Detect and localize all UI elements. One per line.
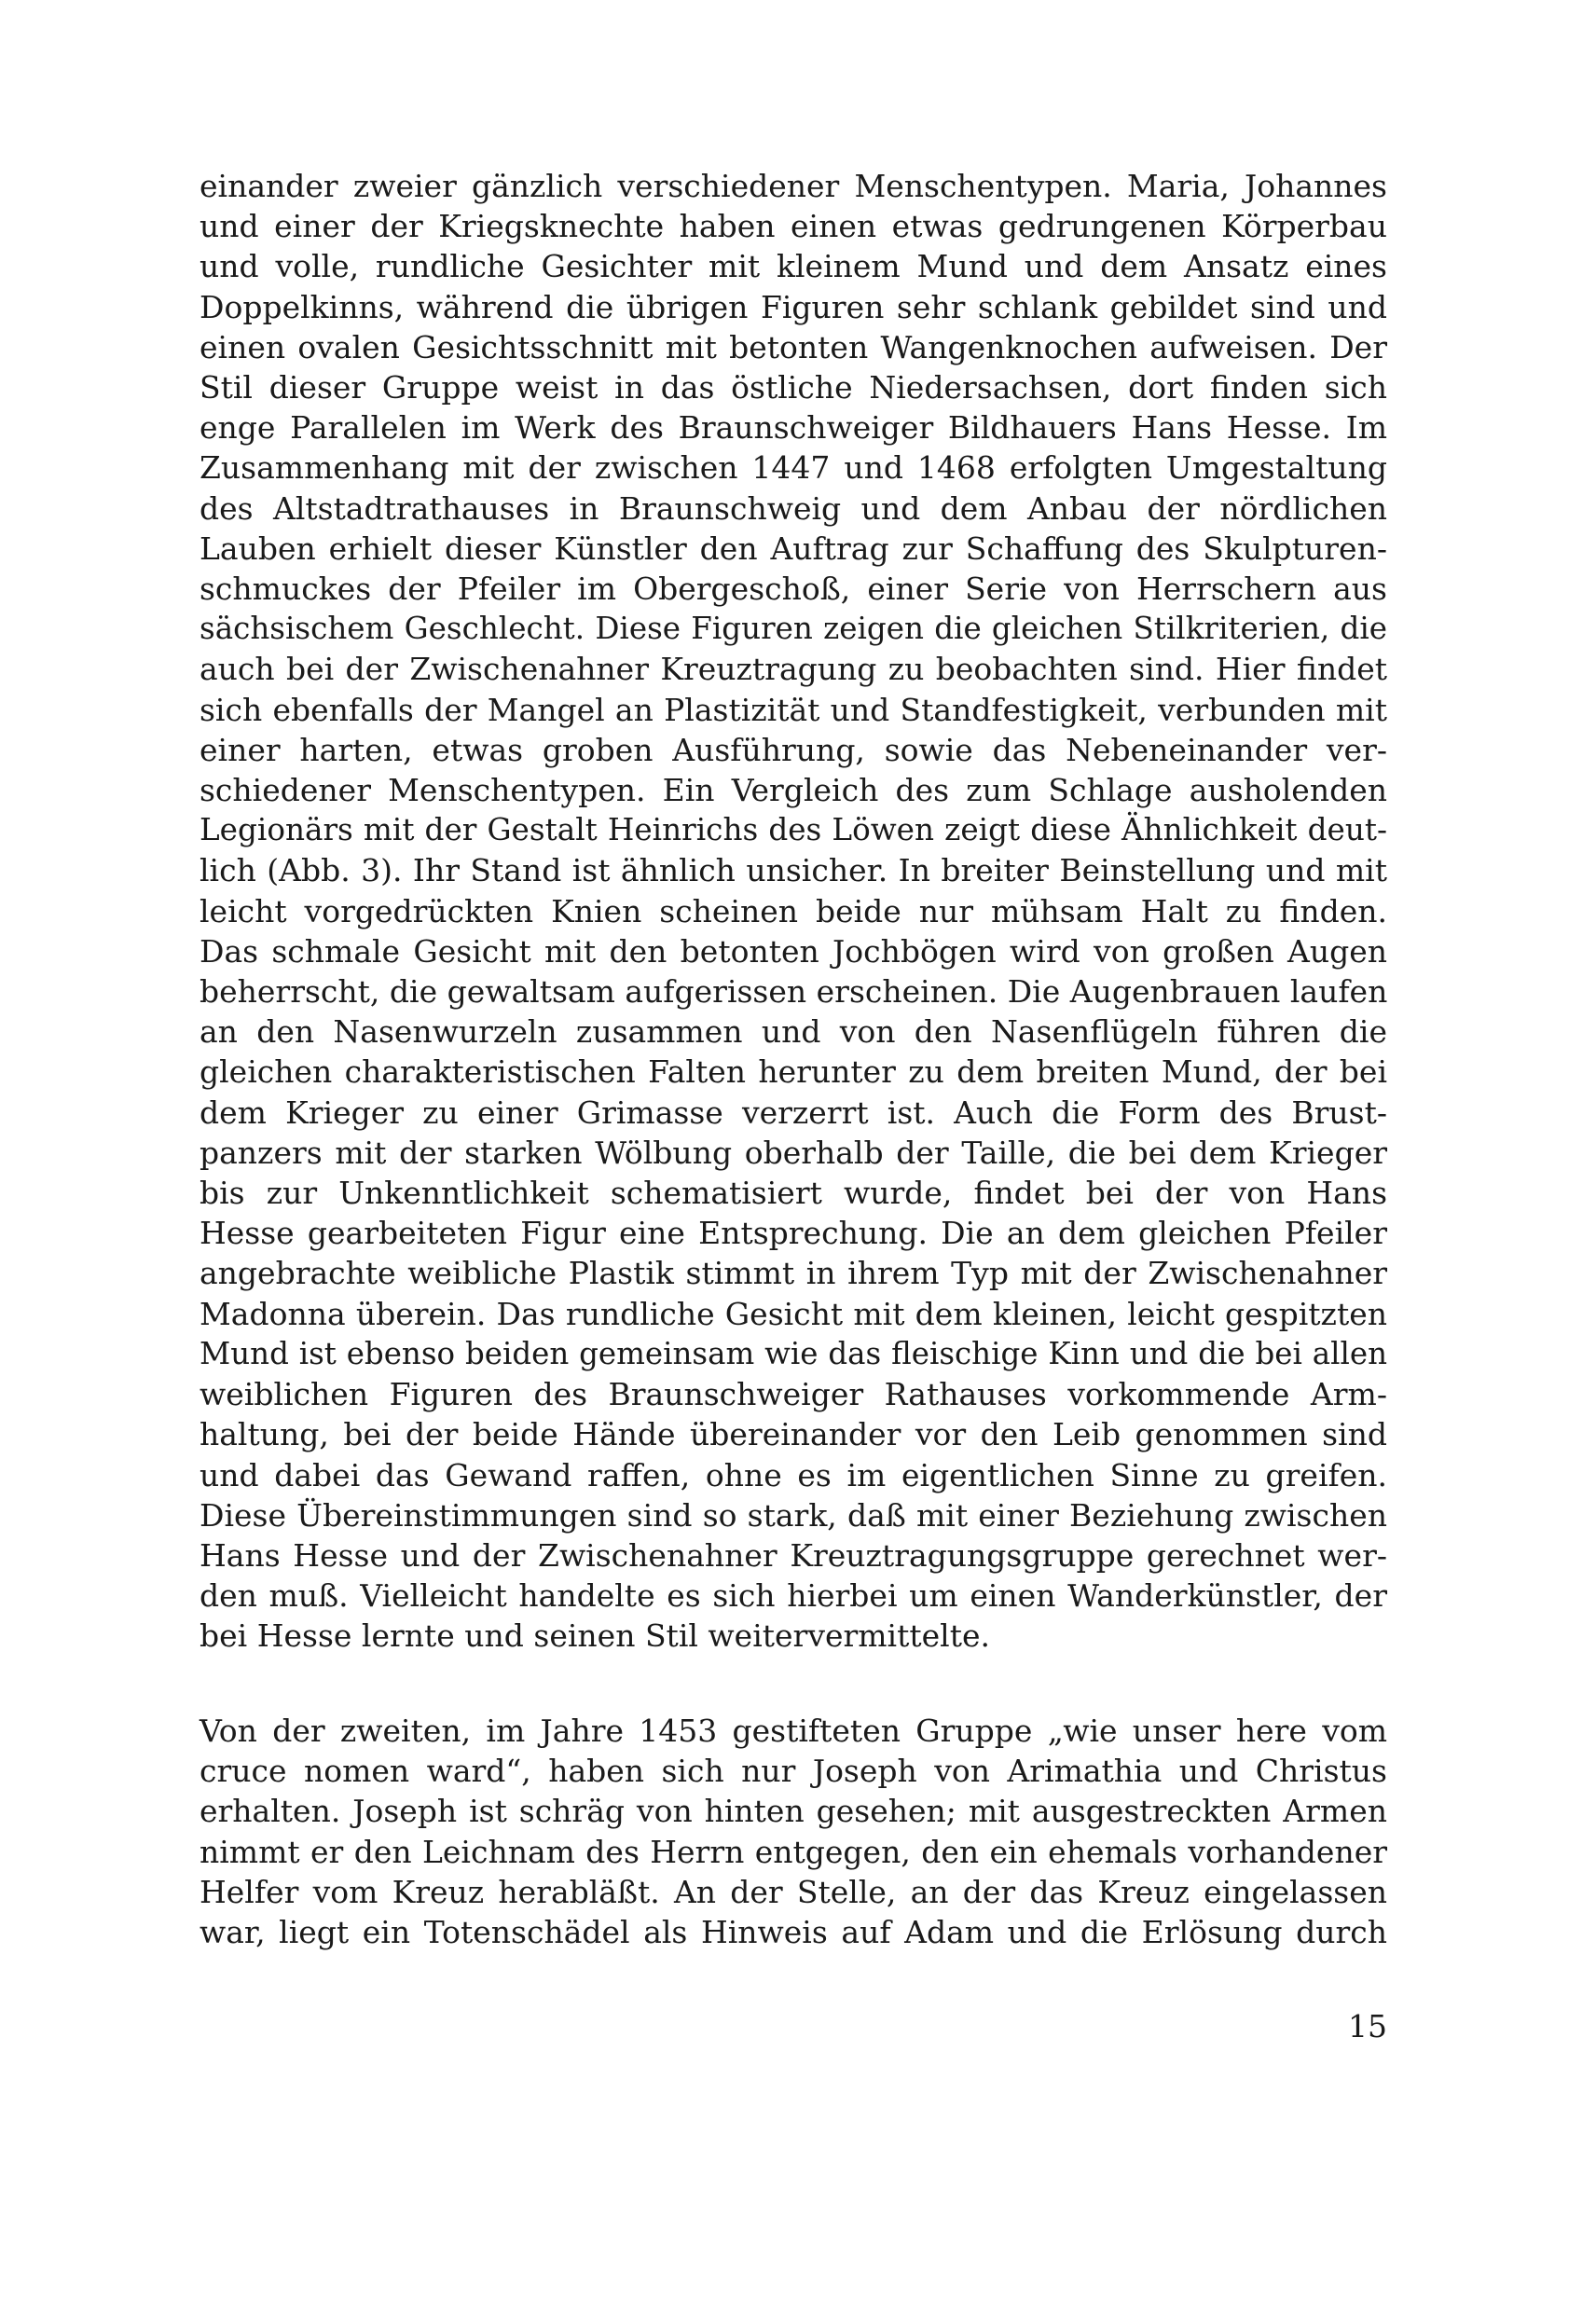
text-line: bis zur Unkenntlichkeit schematisiert wurde, findet bei der von Hans (200, 1175, 1387, 1212)
text-line: Doppelkinns, während die übrigen Figuren sehr schlank gebildet sind und (200, 288, 1387, 325)
text-line: Das schmale Gesicht mit den betonten Jochbögen wird von großen Augen (200, 932, 1387, 970)
text-line: Von der zweiten, im Jahre 1453 gestifteten Gruppe „wie unser here vom (200, 1713, 1387, 1749)
paragraph-1 (200, 166, 1387, 1657)
text-line: enge Parallelen im Werk des Braunschweiger Bildhauers Hans Hesse. Im (200, 409, 1387, 447)
text-line: cruce nomen ward“, haben sich nur Joseph von Arimathia und Christus (200, 1753, 1387, 1790)
text-line: leicht vorgedrückten Knien scheinen beide nur mühsam Halt zu finden. (200, 892, 1387, 929)
text-line: panzers mit der starken Wölbung oberhalb der Taille, die bei dem Krieger (200, 1134, 1387, 1171)
text-line: Madonna überein. Das rundliche Gesicht mit dem kleinen, leicht gespitzten (200, 1295, 1387, 1332)
text-line: Legionärs mit der Gestalt Heinrichs des Löwen zeigt diese Ähnlichkeit deut- (200, 812, 1387, 848)
paragraph-2 (200, 1711, 1387, 1952)
text-line: auch bei der Zwischenahner Kreuztragung zu beobachten sind. Hier findet (200, 651, 1387, 688)
text-line: an den Nasenwurzeln zusammen und von den Nasenflügeln führen die (200, 1013, 1387, 1051)
text-line: dem Krieger zu einer Grimasse verzerrt ist. Auch die Form des Brust- (200, 1094, 1387, 1131)
text-line: erhalten. Joseph ist schräg von hinten gesehen; mit ausgestreckten Armen (200, 1793, 1387, 1830)
text-line: Helfer vom Kreuz herabläßt. An der Stelle, an der das Kreuz eingelassen (200, 1873, 1387, 1910)
text-line: lich (Abb. 3). Ihr Stand ist ähnlich unsicher. In breiter Beinstellung und mit (200, 852, 1387, 889)
text-line: bei Hesse lernte und seinen Stil weitervermittelte. (200, 1617, 990, 1655)
text-line: Mund ist ebenso beiden gemeinsam wie das fleischige Kinn und die bei allen (200, 1335, 1387, 1371)
text-line: Hesse gearbeiteten Figur eine Entsprechung. Die an dem gleichen Pfeiler (200, 1215, 1387, 1252)
text-line: des Altstadtrathauses in Braunschweig und dem Anbau der nördlichen (200, 489, 1387, 527)
text-line: und volle, rundliche Gesichter mit kleinem Mund und dem Ansatz eines (200, 248, 1387, 285)
text-line: einander zweier gänzlich verschiedener Menschentypen. Maria, Johannes (200, 168, 1387, 204)
text-line: sächsischem Geschlecht. Diese Figuren zeigen die gleichen Stilkriterien, die (200, 611, 1387, 647)
page-number: 15 (1348, 2008, 1387, 2044)
text-line: war, liegt ein Totenschädel als Hinweis auf Adam und die Erlösung durch (200, 1914, 1387, 1951)
text-line: Hans Hesse und der Zwischenahner Kreuztragungsgruppe gerechnet wer- (200, 1536, 1387, 1574)
text-line: gleichen charakteristischen Falten herunter zu dem breiten Mund, der bei (200, 1053, 1387, 1091)
text-line: einer harten, etwas groben Ausführung, sowie das Nebeneinander ver- (200, 731, 1387, 768)
text-line: sich ebenfalls der Mangel an Plastizität und Standfestigkeit, verbunden mit (200, 691, 1387, 728)
text-line: Zusammenhang mit der zwischen 1447 und 1468 erfolgten Umgestaltung (200, 449, 1387, 487)
text-line: haltung, bei der beide Hände übereinander vor den Leib genommen sind (200, 1416, 1387, 1453)
text-line: und dabei das Gewand raffen, ohne es im eigentlichen Sinne zu greifen. (200, 1456, 1387, 1493)
text-line: angebrachte weibliche Plastik stimmt in ihrem Typ mit der Zwischenahner (200, 1255, 1387, 1292)
text-line: den muß. Vielleicht handelte es sich hierbei um einen Wanderkünstler, der (200, 1577, 1387, 1615)
text-line: nimmt er den Leichnam des Herrn entgegen, den ein ehemals vorhandener (200, 1833, 1387, 1870)
text-line: Stil dieser Gruppe weist in das östliche Niedersachsen, dort finden sich (200, 369, 1387, 406)
text-line: Lauben erhielt dieser Künstler den Auftrag zur Schaffung des Skulpturen- (200, 530, 1387, 567)
text-line: schmuckes der Pfeiler im Obergeschoß, einer Serie von Herrschern aus (200, 571, 1387, 608)
text-line: Diese Übereinstimmungen sind so stark, daß mit einer Beziehung zwischen (200, 1496, 1387, 1534)
text-line: einen ovalen Gesichtsschnitt mit betonten Wangenknochen aufweisen. Der (200, 328, 1387, 365)
text-line: beherrscht, die gewaltsam aufgerissen erscheinen. Die Augenbrauen laufen (200, 973, 1388, 1011)
text-line: weiblichen Figuren des Braunschweiger Rathauses vorkommende Arm- (200, 1376, 1387, 1413)
text-line: und einer der Kriegsknechte haben einen etwas gedrungenen Körperbau (200, 208, 1387, 245)
text-line: schiedener Menschentypen. Ein Vergleich des zum Schlage ausholenden (200, 772, 1387, 809)
